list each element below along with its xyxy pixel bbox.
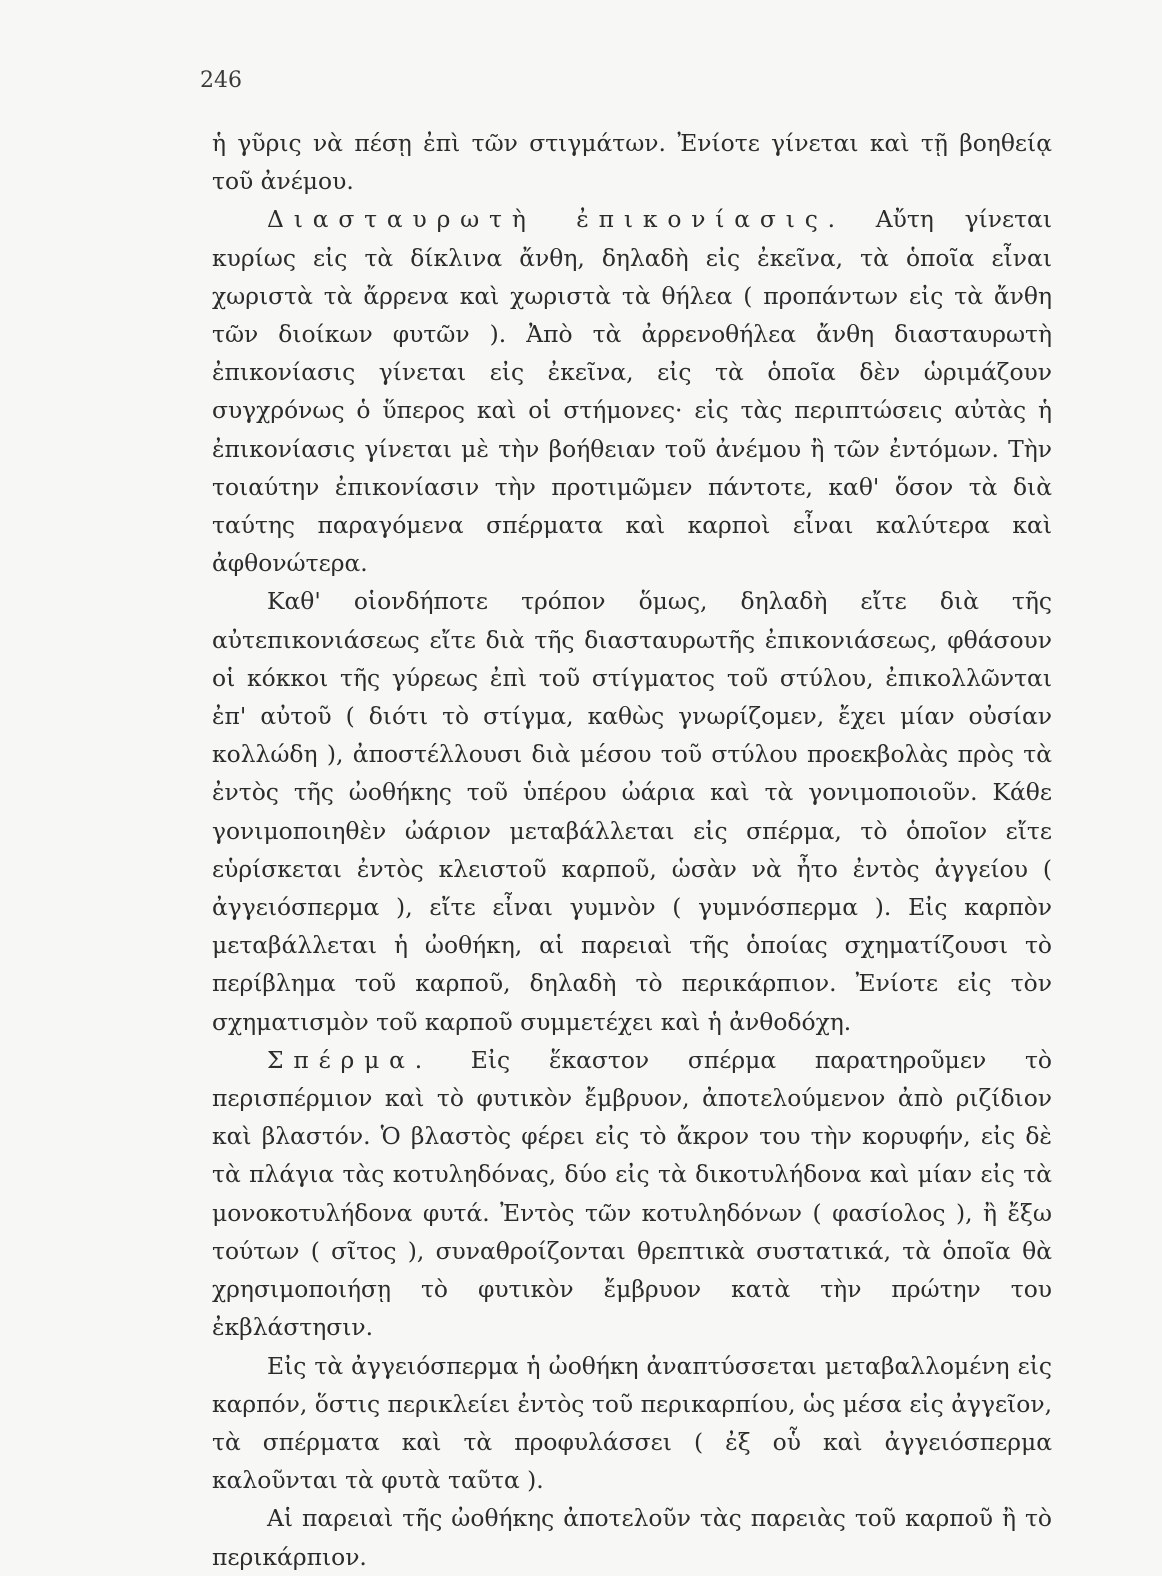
paragraph-text: Αἱ παρειαὶ τῆς ὠοθήκης ἀποτελοῦν τὰς παρειὰς τοῦ καρποῦ ἢ τὸ περικάρπιον. — [212, 1504, 1052, 1571]
paragraph-angiosperms — [212, 1347, 1052, 1500]
paragraph-seed — [212, 1041, 1052, 1347]
paragraph-text: Καθ' οἱονδήποτε τρόπον ὅμως, δηλαδὴ εἴτε διὰ τῆς αὐτεπικονιάσεως εἴτε διὰ τῆς διασταυρωτῆς ἐπικονιάσεως, φθάσουν οἱ κόκκοι τῆς γύρεως ἐπὶ τοῦ στίγματος τοῦ στύλου, ἐπικολλῶνται ἐπ' αὐτοῦ ( διότι τὸ στίγμα, καθὼς γνωρίζομεν, ἔχει μίαν οὐσίαν κολλώδη ), ἀποστέλλουσι διὰ μέσου τοῦ στύλου προεκβολὰς πρὸς τὰ ἐντὸς τῆς ὠοθήκης τοῦ ὑπέρου ὠάρια καὶ τὰ γονιμοποιοῦν. Κάθε γονιμοποιηθὲν ὠάριον μεταβάλλεται εἰς σπέρμα, τὸ ὁποῖον εἴτε εὑρίσκεται ἐντὸς κλειστοῦ καρποῦ, ὡσὰν νὰ ἦτο ἐντὸς ἀγγείου ( ἀγγειόσπερμα ), εἴτε εἶναι γυμνὸν ( γυμνόσπερμα ). Εἰς καρπὸν μεταβάλλεται ἡ ὠοθήκη, αἱ παρειαὶ τῆς ὁποίας σχηματίζουσι τὸ περίβλημα τοῦ καρποῦ, δηλαδὴ τὸ περικάρπιον. Ἐνίοτε εἰς τὸν σχηματισμὸν τοῦ καρποῦ συμμετέχει καὶ ἡ ἀνθοδόχη. — [212, 587, 1052, 1036]
body-text — [212, 124, 1052, 1576]
paragraph-text: Αὔτη γίνεται κυρίως εἰς τὰ δίκλινα ἄνθη, δηλαδὴ εἰς ἐκεῖνα, τὰ ὁποῖα εἶναι χωριστὰ τὰ ἄρρενα καὶ χωριστὰ τὰ θήλεα ( προπάντων εἰς τὰ ἄνθη τῶν διοίκων φυτῶν ). Ἀπὸ τὰ ἀρρενοθήλεα ἄνθη διασταυρωτὴ ἐπικονίασις γίνεται εἰς ἐκεῖνα, εἰς τὰ ὁποῖα δὲν ὡριμάζουν συγχρόνως ὁ ὕπερος καὶ οἱ στήμονες· εἰς τὰς περιπτώσεις αὐτὰς ἡ ἐπικονίασις γίνεται μὲ τὴν βοήθειαν τοῦ ἀνέμου ἢ τῶν ἐντόμων. Τὴν τοιαύτην ἐπικονίασιν τὴν προτιμῶμεν πάντοτε, καθ' ὅσον τὰ διὰ ταύτης παραγόμενα σπέρματα καὶ καρποὶ εἶναι καλύτερα καὶ ἀφθονώτερα. — [212, 205, 1052, 578]
paragraph-text: ἡ γῦρις νὰ πέσῃ ἐπὶ τῶν στιγμάτων. Ἐνίοτε γίνεται καὶ τῇ βοηθείᾳ τοῦ ἀνέμου. — [212, 129, 1052, 196]
paragraph-fertilization — [212, 582, 1052, 1040]
paragraph-text: Εἰς τὰ ἀγγειόσπερμα ἡ ὠοθήκη ἀναπτύσσεται μεταβαλλομένη εἰς καρπόν, ὅστις περικλείει ἐντὸς τοῦ περικαρπίου, ὡς μέσα εἰς ἀγγεῖον, τὰ σπέρματα καὶ τὰ προφυλάσσει ( ἐξ οὗ καὶ ἀγγειόσπερμα καλοῦνται τὰ φυτὰ ταῦτα ). — [212, 1351, 1052, 1495]
paragraph-cross-pollination — [212, 200, 1052, 582]
section-heading-cross-pollination: Διασταυρωτὴ ἐπικονίασις. — [267, 205, 845, 234]
section-heading-seed: Σπέρμα. — [267, 1045, 433, 1074]
paragraph-text: Εἰς ἕκαστον σπέρμα παρατηροῦμεν τὸ περισπέρμιον καὶ τὸ φυτικὸν ἔμβρυον, ἀποτελούμενον ἀπὸ ριζίδιον καὶ βλαστόν. Ὁ βλαστὸς φέρει εἰς τὸ ἄκρον του τὴν κορυφήν, εἰς δὲ τὰ πλάγια τὰς κοτυληδόνας, δύο εἰς τὰ δικοτυλήδονα καὶ μίαν εἰς τὰ μονοκοτυλήδονα φυτά. Ἐντὸς τῶν κοτυληδόνων ( φασίολος ), ἢ ἔξω τούτων ( σῖτος ), συναθροίζονται θρεπτικὰ συστατικά, τὰ ὁποῖα θὰ χρησιμοποιήσῃ τὸ φυτικὸν ἔμβρυον κατὰ τὴν πρώτην του ἐκβλάστησιν. — [212, 1045, 1052, 1342]
page-number: 246 — [200, 68, 242, 93]
paragraph-continuation — [212, 124, 1052, 200]
paragraph-pericarp — [212, 1499, 1052, 1575]
